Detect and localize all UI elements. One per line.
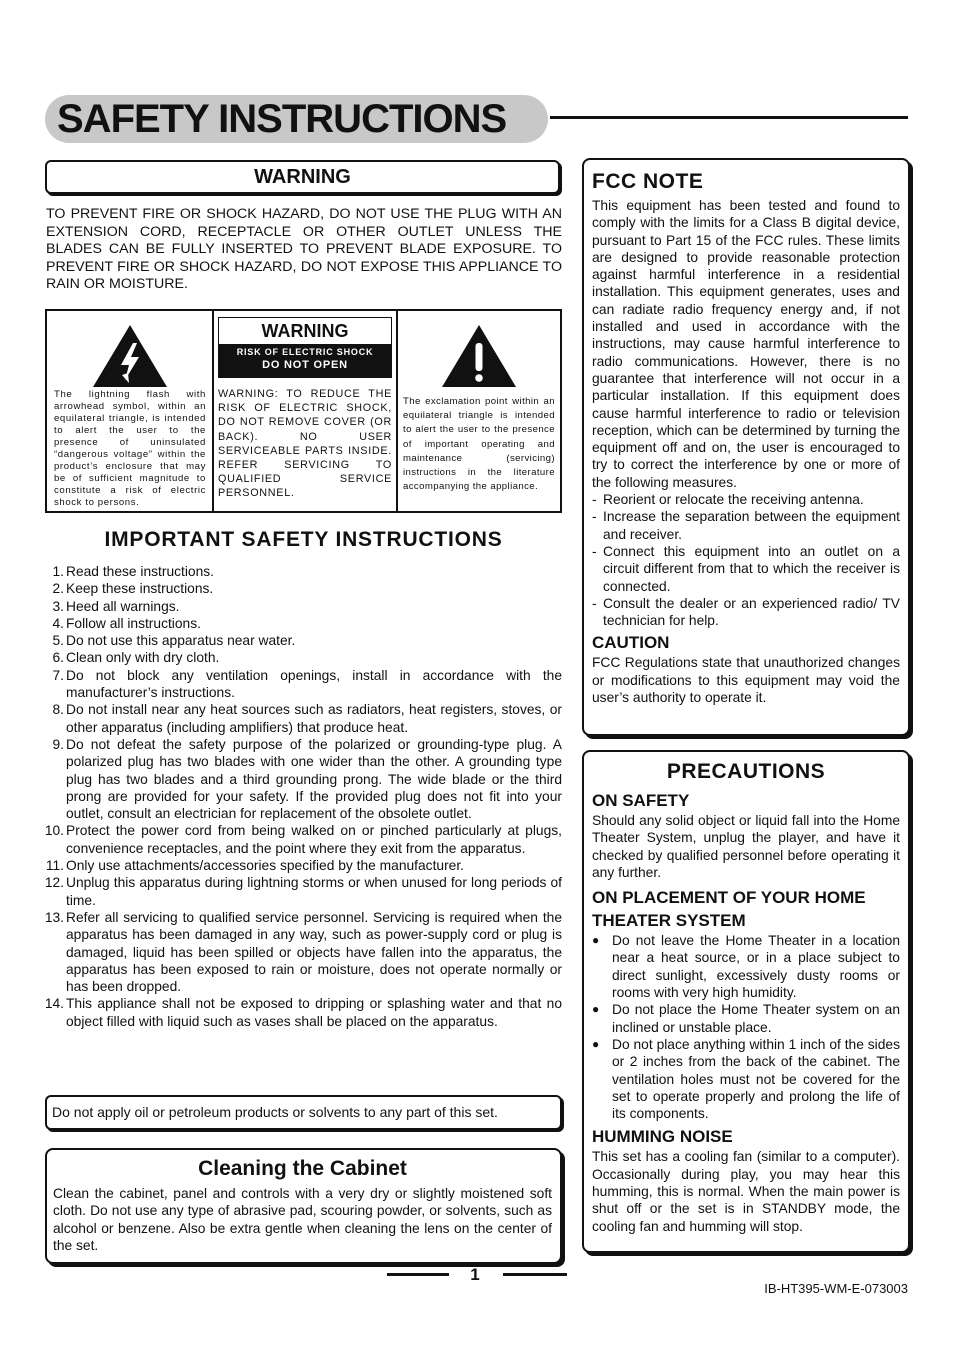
instruction-item-text: Do not use this apparatus near water. bbox=[66, 633, 296, 649]
instruction-item bbox=[44, 615, 562, 632]
placement-item-text: Do not place the Home Theater system on an inclined or unstable place. bbox=[612, 1002, 900, 1035]
doc-code: IB-HT395-WM-E-073003 bbox=[764, 1281, 908, 1296]
oil-notice-text: Do not apply oil or petroleum products or solvents to any part of this set. bbox=[52, 1104, 498, 1120]
humming-heading: HUMMING NOISE bbox=[592, 1127, 733, 1147]
instruction-item bbox=[44, 649, 562, 666]
instruction-item-marker: 10. bbox=[44, 823, 64, 839]
symbol-table bbox=[45, 309, 562, 513]
important-heading: IMPORTANT SAFETY INSTRUCTIONS bbox=[104, 528, 503, 551]
instruction-item bbox=[44, 822, 562, 857]
instruction-item bbox=[44, 874, 562, 909]
warning-text: TO PREVENT FIRE OR SHOCK HAZARD, DO NOT USE THE PLUG WITH AN EXTENSION CORD, RECEPTACLE OR OTHER OUTLET UNLESS THE BLADES CAN BE FULLY INSERTED TO PREVENT BLADE EXPOSURE. TO PREVENT FIRE OR SHOCK HAZARD, DO NOT EXPOSE THIS APPLIANCE TO RAIN OR MOISTURE. bbox=[46, 206, 562, 292]
instruction-item bbox=[44, 563, 562, 580]
instruction-item-marker: 4. bbox=[52, 615, 64, 631]
instruction-item bbox=[44, 632, 562, 649]
caution-heading: CAUTION bbox=[592, 633, 670, 653]
footer-rule-right bbox=[503, 1273, 567, 1276]
instruction-item bbox=[44, 736, 562, 822]
instruction-item-marker: 12. bbox=[44, 875, 64, 891]
instruction-item-marker: 1. bbox=[52, 564, 64, 579]
cleaning-text: Clean the cabinet, panel and controls with a very dry or slightly moistened soft cloth. Do not use any type of abrasive pad, scouring powder, or solvents, such as alcohol or benzene. Also be extra gentle when cleaning the lens on the center of the set. bbox=[53, 1186, 552, 1253]
instruction-item-text: Only use attachments/accessories specified by the manufacturer. bbox=[66, 858, 465, 874]
caution-text: FCC Regulations state that unauthorized changes or modifications to this equipment may void the user’s authority to operate it. bbox=[592, 655, 900, 706]
instruction-item bbox=[44, 995, 562, 1030]
placement-item-marker: ● bbox=[592, 1002, 600, 1017]
instruction-item-marker: 9. bbox=[52, 736, 64, 752]
instruction-item bbox=[44, 701, 562, 736]
instruction-item-text: Refer all servicing to qualified service personnel. Servicing is required when the apparatus has been damaged in any way, such as power-supply cord or plug is damaged, liquid has been spilled or objects have fallen into the apparatus, the apparatus has been exposed to rain or moisture, does not operate normally or has been dropped. bbox=[66, 909, 562, 995]
instruction-item-text: Do not defeat the safety purpose of the polarized or grounding-type plug. A polarized plug has two blades with one wider than the other. A grounding type plug has two blades and a third grounding prong. The wide blade or the third prong are provided for your safety. If the provided plug does not fit into your outlet, consult an electrician for replacement of the obsolete outlet. bbox=[66, 736, 562, 822]
instruction-item-text: Do not install near any heat sources such as radiators, heat registers, stoves, or other apparatus (including amplifiers) that produce heat. bbox=[66, 702, 562, 735]
do-not-open-label: DO NOT OPEN bbox=[262, 359, 348, 371]
instruction-item-text: Unplug this apparatus during lightning storms or when unused for long periods of time. bbox=[66, 875, 562, 908]
placement-item bbox=[592, 1036, 900, 1122]
lightning-triangle-icon bbox=[91, 323, 169, 389]
instruction-item bbox=[44, 580, 562, 597]
oil-notice-box bbox=[45, 1095, 562, 1130]
exclamation-triangle-icon bbox=[440, 323, 518, 389]
fcc-note-box bbox=[582, 158, 910, 736]
exclamation-cell bbox=[398, 311, 560, 511]
fcc-measure-item bbox=[592, 595, 900, 630]
instruction-item-marker: 14. bbox=[44, 996, 64, 1012]
placement-list bbox=[592, 932, 900, 1122]
instruction-item-text: Keep these instructions. bbox=[66, 581, 214, 597]
instruction-item-marker: 8. bbox=[52, 702, 64, 718]
instruction-item-marker: 6. bbox=[52, 650, 64, 666]
page-number: 1 bbox=[470, 1265, 480, 1284]
fcc-measures-list bbox=[592, 491, 900, 629]
placement-item bbox=[592, 1001, 900, 1036]
warning-center-cell bbox=[214, 311, 398, 511]
fcc-measure-item-text: Connect this equipment into an outlet on a circuit different from that to which the receiver is connected. bbox=[603, 543, 900, 594]
instruction-item-marker: 13. bbox=[44, 909, 64, 925]
placement-item-marker: ● bbox=[592, 1036, 600, 1051]
instruction-item-text: This appliance shall not be exposed to dripping or splashing water and that no object filled with liquid such as vases shall be placed on the apparatus. bbox=[66, 996, 562, 1029]
instruction-item-marker: 2. bbox=[52, 581, 64, 597]
instruction-item-text: Follow all instructions. bbox=[66, 615, 201, 631]
center-description: WARNING: TO REDUCE THE RISK OF ELECTRIC SHOCK, DO NOT REMOVE COVER (OR BACK). NO USER SERVICEABLE PARTS INSIDE. REFER SERVICING TO QUALIFIED SERVICE PERSONNEL. bbox=[218, 388, 392, 500]
fcc-measure-item bbox=[592, 543, 900, 595]
page-title: SAFETY INSTRUCTIONS bbox=[57, 97, 507, 141]
instruction-item-text: Heed all warnings. bbox=[66, 598, 180, 614]
precautions-box bbox=[582, 750, 910, 1253]
instruction-item-marker: 3. bbox=[52, 598, 64, 614]
footer-rule-left bbox=[387, 1273, 449, 1276]
cleaning-box bbox=[45, 1148, 562, 1264]
instruction-item-marker: 5. bbox=[52, 633, 64, 649]
fcc-heading: FCC NOTE bbox=[592, 170, 704, 193]
fcc-measure-item-marker: - bbox=[592, 509, 597, 525]
fcc-measure-item-marker: - bbox=[592, 543, 597, 559]
fcc-measure-item-marker: - bbox=[592, 595, 597, 611]
warning-heading: WARNING bbox=[254, 166, 351, 188]
instruction-item-marker: 11. bbox=[45, 858, 64, 874]
lightning-description: The lightning flash with arrowhead symbol, within an equilateral triangle, is intended to alert the user to the presence of uninsulated “dangerous voltage” within the product’s enclosure that may be of sufficient magnitude to constitute a risk of electric shock to persons. bbox=[54, 389, 206, 508]
fcc-measure-item bbox=[592, 491, 900, 508]
instruction-item-marker: 7. bbox=[52, 667, 64, 683]
instruction-item bbox=[44, 667, 562, 702]
placement-item-text: Do not place anything within 1 inch of the sides or 2 inches from the back of the cabinet. The ventilation holes must not be covered for the set to operate properly and prolong the life of its components. bbox=[612, 1036, 900, 1122]
cleaning-heading: Cleaning the Cabinet bbox=[198, 1157, 407, 1180]
fcc-measure-item-text: Increase the separation between the equipment and receiver. bbox=[603, 509, 900, 542]
placement-heading: ON PLACEMENT OF YOUR HOME THEATER SYSTEM bbox=[592, 888, 866, 931]
exclamation-description: The exclamation point within an equilateral triangle is intended to alert the user to the presence of important operating and maintenance (servicing) instructions in the literature accompanying the appliance. bbox=[403, 396, 555, 493]
instruction-item-text: Clean only with dry cloth. bbox=[66, 650, 220, 666]
fcc-text: This equipment has been tested and found to comply with the limits for a Class B digital device, pursuant to Part 15 of the FCC rules. These limits are designed to provide reasonable protection against harmful interference in a residential installation. This equipment generates, uses and can radiate radio frequency energy and, if not installed and used in accordance with the instructions, may cause harmful interference to radio communications. However, there is no guarantee that interference will not occur in a particular installation. If this equipment does cause harmful interference to radio or television reception, which can be determined by turning the equipment off and on, the user is encouraged to try to correct the interference by one or more of the following measures. bbox=[592, 198, 900, 490]
placement-item bbox=[592, 932, 900, 1001]
important-instructions-list bbox=[44, 563, 562, 1030]
title-rule bbox=[550, 116, 908, 119]
warning-heading-box bbox=[45, 160, 560, 194]
center-label-block bbox=[218, 317, 392, 378]
instruction-item bbox=[44, 909, 562, 995]
instruction-item-text: Do not block any ventilation openings, install in accordance with the manufacturer’s instructions. bbox=[66, 667, 562, 701]
fcc-measure-item-marker: - bbox=[592, 492, 597, 508]
on-safety-heading: ON SAFETY bbox=[592, 791, 690, 810]
instruction-item bbox=[44, 857, 562, 874]
center-black-label bbox=[219, 344, 391, 377]
risk-label: RISK OF ELECTRIC SHOCK bbox=[236, 347, 374, 357]
humming-text: This set has a cooling fan (similar to a computer). Occasionally during play, you may hear this humming, this is normal. When the main power is shut off or the set is in STANDBY mode, the cooling fan and humming will stop. bbox=[592, 1149, 900, 1234]
precautions-heading: PRECAUTIONS bbox=[666, 760, 826, 783]
placement-item-marker: ● bbox=[592, 933, 600, 948]
instruction-item bbox=[44, 598, 562, 615]
placement-item-text: Do not leave the Home Theater in a location near a heat source, or in a place subject to direct sunlight, excessively dusty rooms or rooms with very high humidity. bbox=[612, 933, 900, 1001]
on-safety-text: Should any solid object or liquid fall into the Home Theater System, unplug the player, and have it checked by qualified personnel before operating it any further. bbox=[592, 813, 900, 880]
fcc-measure-item bbox=[592, 508, 900, 543]
lightning-cell bbox=[47, 311, 214, 511]
instruction-item-text: Protect the power cord from being walked on or pinched particularly at plugs, convenience receptacles, and the point where they exit from the apparatus. bbox=[66, 823, 562, 856]
instruction-item-text: Read these instructions. bbox=[66, 564, 215, 579]
center-warning-heading: WARNING bbox=[261, 321, 349, 341]
fcc-measure-item-text: Consult the dealer or an experienced radio/ TV technician for help. bbox=[603, 595, 900, 629]
fcc-measure-item-text: Reorient or relocate the receiving antenna. bbox=[603, 492, 864, 508]
